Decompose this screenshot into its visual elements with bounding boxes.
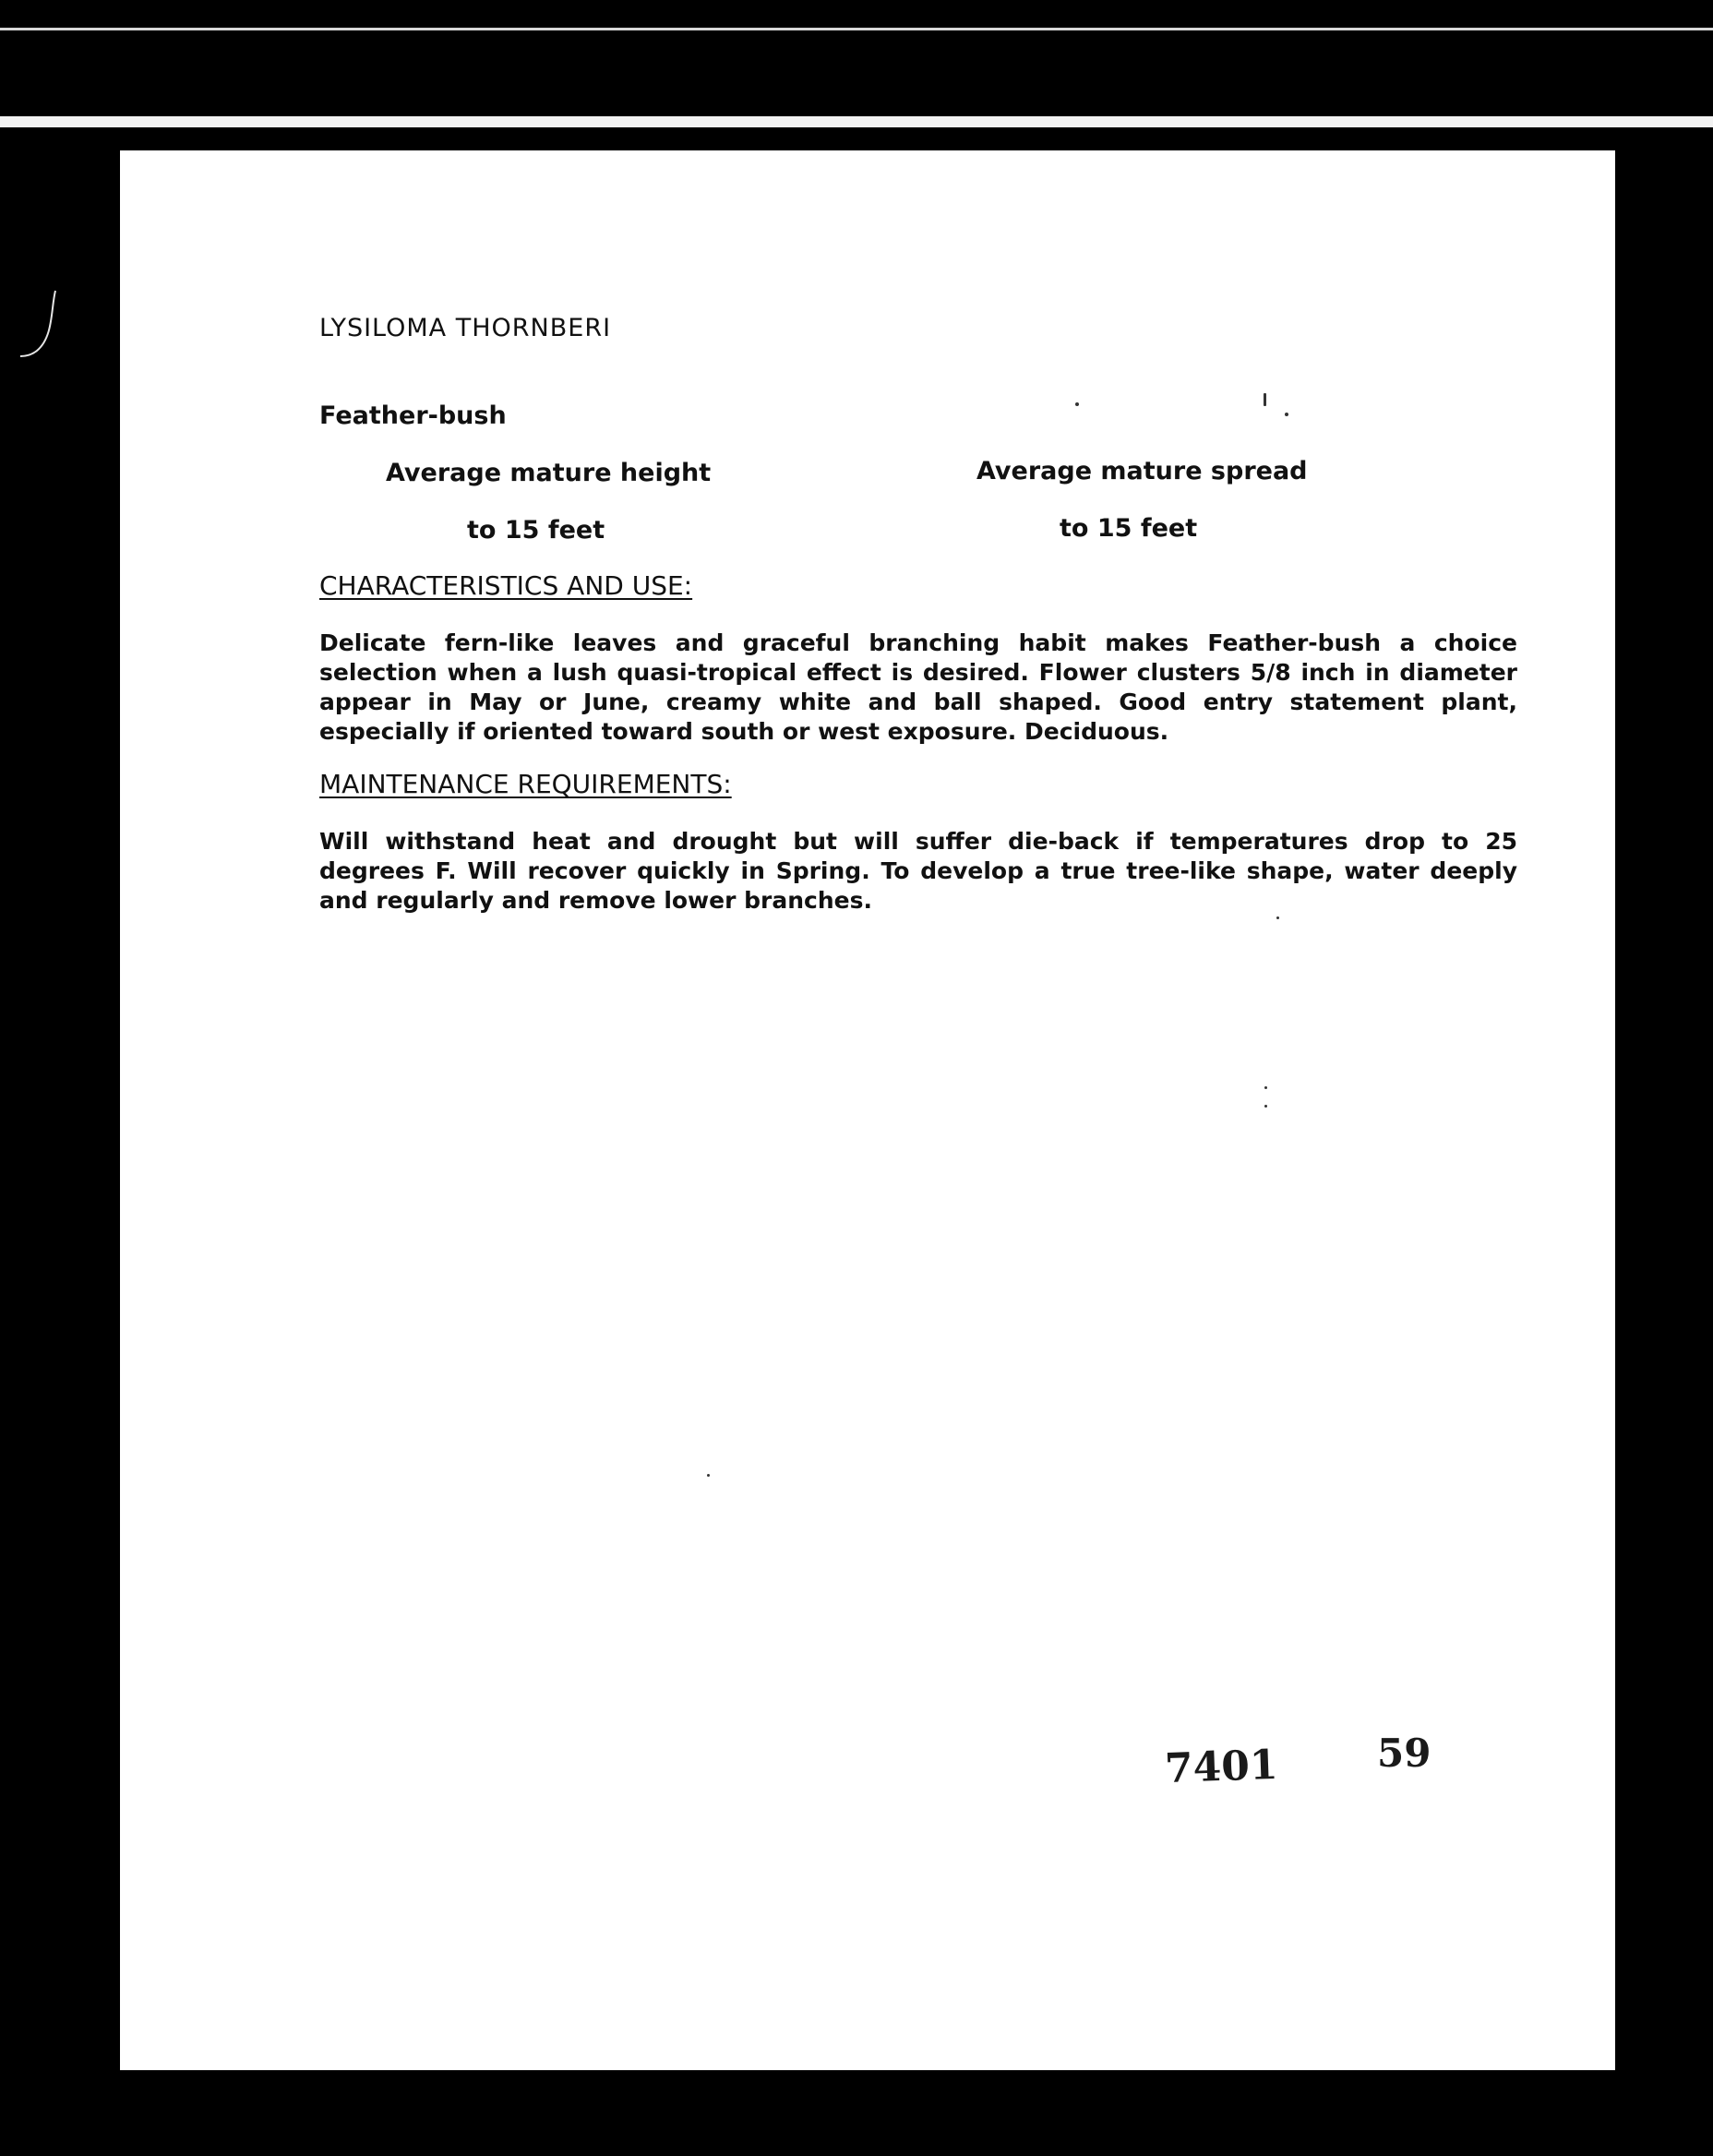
scan-speck xyxy=(1276,916,1279,919)
maintenance-heading: MAINTENANCE REQUIREMENTS: xyxy=(319,769,732,799)
scan-speck xyxy=(707,1474,710,1477)
spread-value: to 15 feet xyxy=(1060,514,1198,543)
common-name: Feather-bush xyxy=(319,401,507,430)
characteristics-paragraph: Delicate fern-like leaves and graceful branching habit makes Feather-bush a choice selection when a lush quasi-tropical effect is desired. Flower clusters 5/8 inch in diameter appear in May or June, creamy white and ball shaped. Good entry statement plant, especially if oriented toward south or west exposure. Deciduous. xyxy=(319,629,1517,745)
scan-speck xyxy=(1264,393,1266,406)
page-number: 59 xyxy=(1377,1731,1431,1776)
species-name: LYSILOMA THORNBERI xyxy=(319,314,612,342)
margin-pen-mark xyxy=(9,286,65,360)
height-label: Average mature height xyxy=(386,459,712,487)
characteristics-heading: CHARACTERISTICS AND USE: xyxy=(319,570,693,601)
maintenance-paragraph: Will withstand heat and drought but will suffer die-back if temperatures drop to 25 degrees F. Will recover quickly in Spring. To develop a true tree-like shape, water deeply and regularly and remove lower branches. xyxy=(319,828,1517,914)
document-page xyxy=(120,150,1615,2070)
spread-label: Average mature spread xyxy=(976,457,1308,485)
scan-speck xyxy=(1075,402,1079,406)
scan-top-band xyxy=(0,116,1713,127)
scan-speck xyxy=(1264,1105,1267,1108)
scan-speck xyxy=(1264,1086,1267,1089)
scan-speck xyxy=(1285,413,1288,416)
stamp-number: 7401 xyxy=(1164,1741,1279,1793)
height-value: to 15 feet xyxy=(467,516,605,545)
scan-top-line xyxy=(0,28,1713,30)
